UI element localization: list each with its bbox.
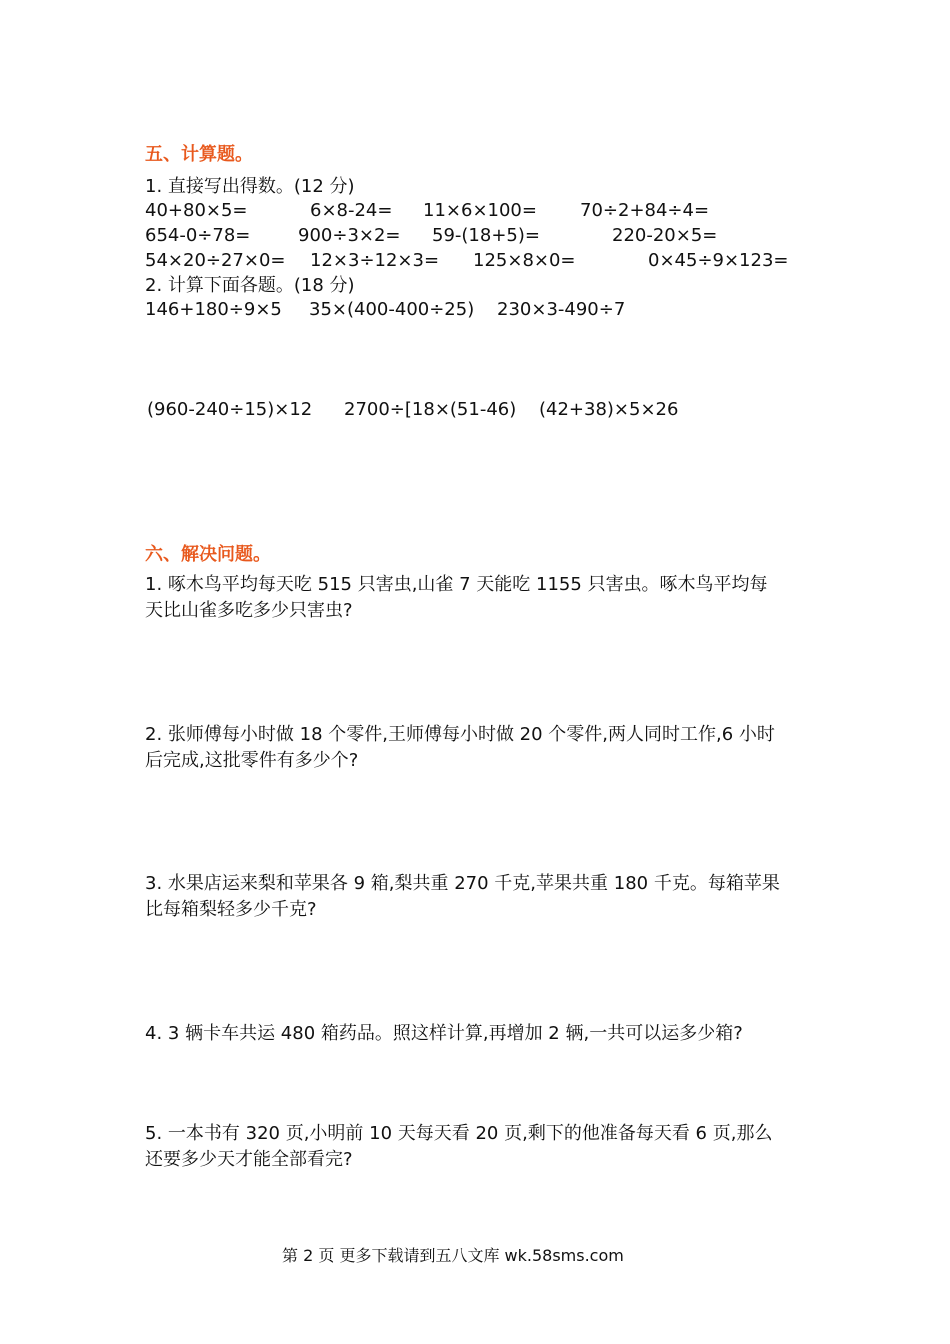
q1-expr: 70÷2+84÷4=	[580, 200, 710, 221]
q2-expr: (42+38)×5×26	[539, 399, 679, 420]
q2-expr: 146+180÷9×5	[145, 299, 282, 320]
q2-expr: 35×(400-400÷25)	[309, 299, 475, 320]
q1-expr: 125×8×0=	[473, 250, 576, 271]
problem-5-line-2: 还要多少天才能全部看完?	[145, 1149, 353, 1170]
q1-expr: 220-20×5=	[612, 225, 718, 246]
q1-expr: 6×8-24=	[310, 200, 393, 221]
q2-expr: 230×3-490÷7	[497, 299, 626, 320]
problem-2-line-1: 2. 张师傅每小时做 18 个零件,王师傅每小时做 20 个零件,两人同时工作,6 小时	[145, 724, 775, 745]
problem-3-line-1: 3. 水果店运来梨和苹果各 9 箱,梨共重 270 千克,苹果共重 180 千克。每箱苹果	[145, 873, 780, 894]
page-footer: 第 2 页 更多下载请到五八文库 wk.58sms.com	[282, 1246, 624, 1265]
q1-expr: 59-(18+5)=	[432, 225, 540, 246]
problem-4-line-1: 4. 3 辆卡车共运 480 箱药品。照这样计算,再增加 2 辆,一共可以运多少箱?	[145, 1023, 743, 1044]
problem-5-line-1: 5. 一本书有 320 页,小明前 10 天每天看 20 页,剩下的他准备每天看 6 页,那么	[145, 1123, 773, 1144]
problem-1-line-2: 天比山雀多吃多少只害虫?	[145, 600, 353, 621]
problem-2-line-2: 后完成,这批零件有多少个?	[145, 750, 359, 771]
problem-1-line-1: 1. 啄木鸟平均每天吃 515 只害虫,山雀 7 天能吃 1155 只害虫。啄木鸟平均每	[145, 574, 768, 595]
q1-expr: 0×45÷9×123=	[648, 250, 789, 271]
section5-heading: 五、计算题。	[145, 144, 253, 165]
q2-expr: (960-240÷15)×12	[147, 399, 313, 420]
q1-expr: 654-0÷78=	[145, 225, 251, 246]
q1-expr: 54×20÷27×0=	[145, 250, 286, 271]
q2-expr: 2700÷[18×(51-46)	[344, 399, 517, 420]
section6-heading: 六、解决问题。	[145, 544, 271, 565]
q1-expr: 11×6×100=	[423, 200, 537, 221]
q1-title: 1. 直接写出得数。(12 分)	[145, 176, 355, 197]
q1-expr: 900÷3×2=	[298, 225, 401, 246]
problem-3-line-2: 比每箱梨轻多少千克?	[145, 899, 317, 920]
q1-expr: 12×3÷12×3=	[310, 250, 440, 271]
q1-expr: 40+80×5=	[145, 200, 248, 221]
q2-title: 2. 计算下面各题。(18 分)	[145, 275, 355, 296]
